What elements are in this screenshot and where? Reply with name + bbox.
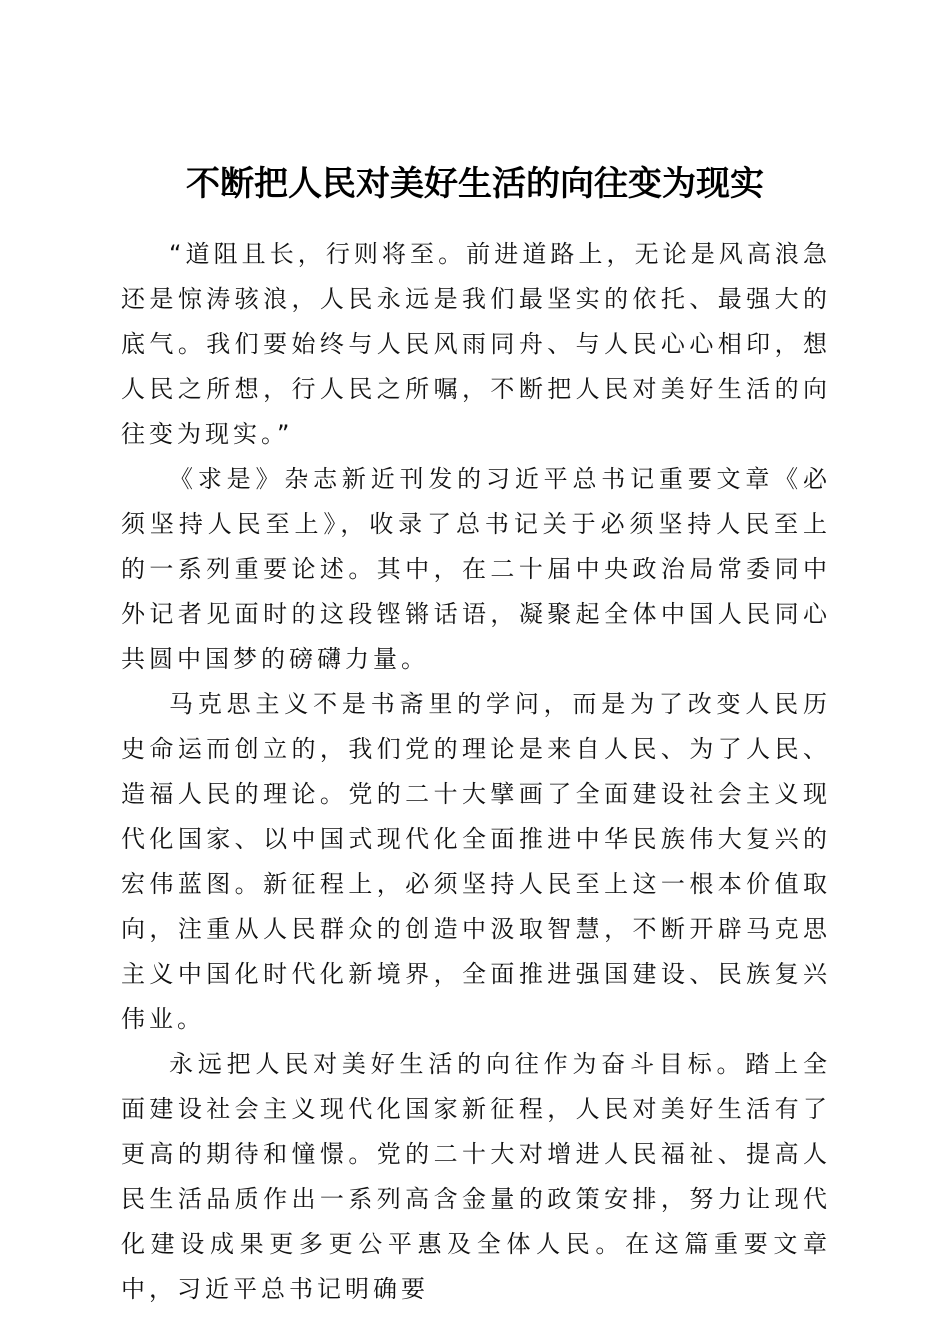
paragraph-quote: “道阻且长，行则将至。前进道路上，无论是风高浪急还是惊涛骇浪，人民永远是我们最坚实的依托、最强大的底气。我们要始终与人民风雨同舟、与人民心心相印，想人民之所想，行人民之所嘱，不断把人民对美好生活的向往变为现实。” <box>121 240 831 448</box>
paragraph-marxism: 马克思主义不是书斋里的学问，而是为了改变人民历史命运而创立的，我们党的理论是来自人民、为了人民、造福人民的理论。党的二十大擘画了全面建设社会主义现代化国家、以中国式现代化全面推进中华民族伟大复兴的宏伟蓝图。新征程上，必须坚持人民至上这一根本价值取向，注重从人民群众的创造中汲取智慧，不断开辟马克思主义中国化时代化新境界，全面推进强国建设、民族复兴伟业。 <box>121 690 831 1033</box>
paragraph-qiushi-article: 《求是》杂志新近刊发的习近平总书记重要文章《必须坚持人民至上》，收录了总书记关于必须坚持人民至上的一系列重要论述。其中，在二十届中央政治局常委同中外记者见面时的这段铿锵话语，凝聚起全体中国人民同心共圆中国梦的磅礴力量。 <box>121 465 831 673</box>
document-body <box>121 232 831 1312</box>
paragraph-goal: 永远把人民对美好生活的向往作为奋斗目标。踏上全面建设社会主义现代化国家新征程，人民对美好生活有了更高的期待和憧憬。党的二十大对增进人民福祉、提高人民生活品质作出一系列高含金量的政策安排，努力让现代化建设成果更多更公平惠及全体人民。在这篇重要文章中，习近平总书记明确要 <box>121 1050 831 1303</box>
document-title: 不断把人民对美好生活的向往变为现实 <box>186 163 764 204</box>
